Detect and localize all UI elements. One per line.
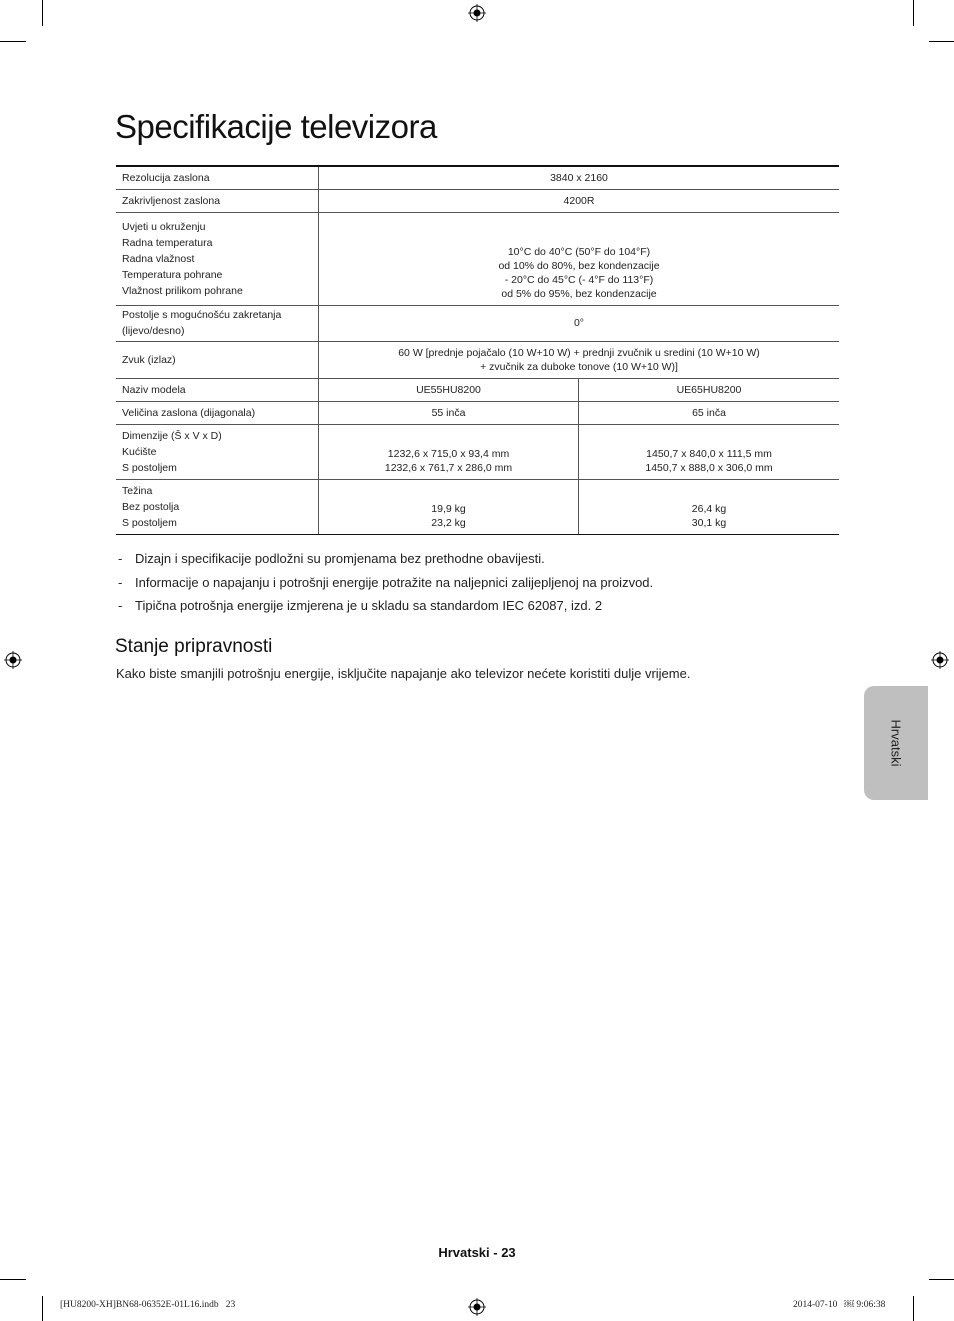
table-row — [116, 305, 839, 341]
bullet-dash: - — [118, 551, 123, 566]
spec-value: UE65HU8200 — [579, 378, 840, 401]
spec-value: 3840 x 2160 — [319, 166, 840, 189]
spec-label: Radna temperatura — [122, 236, 213, 249]
spec-label: (lijevo/desno) — [122, 325, 185, 337]
spec-label: Temperatura pohrane — [122, 268, 223, 281]
spec-label-group — [116, 212, 319, 305]
language-side-tab — [864, 686, 928, 800]
spec-label: Kućište — [122, 445, 157, 458]
registration-mark-icon — [468, 1298, 486, 1316]
spec-value: UE55HU8200 — [319, 378, 579, 401]
bullet-dash: - — [118, 598, 123, 613]
spec-value: 23,2 kg — [431, 516, 466, 529]
registration-mark-icon — [931, 651, 949, 669]
spec-value: 65 inča — [579, 401, 840, 424]
section-heading: Stanje pripravnosti — [115, 636, 273, 657]
page-number: Hrvatski - 23 — [438, 1245, 516, 1260]
crop-mark-top-left-horizontal — [0, 41, 26, 42]
table-row — [116, 341, 839, 378]
spec-value: 30,1 kg — [691, 516, 727, 529]
list-item — [116, 598, 653, 622]
spec-label: S postoljem — [122, 461, 177, 474]
spec-label: Dimenzije (Š x V x D) — [122, 429, 222, 442]
spec-label: Radna vlažnost — [122, 252, 195, 265]
spec-label: Rezolucija zaslona — [116, 166, 319, 189]
table-row — [116, 166, 839, 189]
list-item — [116, 551, 653, 575]
note-text: Dizajn i specifikacije podložni su promjenama bez prethodne obavijesti. — [135, 551, 545, 566]
spec-label: S postoljem — [122, 516, 177, 529]
spec-value: od 10% do 80%, bez kondenzacije — [498, 259, 660, 272]
spec-value-group — [319, 212, 840, 305]
spec-value: 55 inča — [319, 401, 579, 424]
spec-value-group — [319, 479, 579, 534]
spec-value: 0° — [319, 305, 840, 341]
spec-label: Postolje s mogućnošću zakretanja — [122, 309, 282, 321]
spec-label: Zakrivljenost zaslona — [116, 189, 319, 212]
spec-value: od 5% do 95%, bez kondenzacije — [501, 287, 657, 300]
print-footer-timestamp: 2014-07-10 ￼ 9:06:38 — [793, 1300, 886, 1310]
note-text: Informacije o napajanju i potrošnji energije potražite na naljepnici zalijepljenoj na proizvod. — [135, 574, 654, 590]
bullet-dash: - — [118, 574, 123, 590]
print-footer-file: [HU8200-XH]BN68-06352E-01L16.indb 23 — [60, 1300, 236, 1310]
spec-label-group — [116, 305, 319, 341]
spec-label: Zvuk (izlaz) — [116, 341, 319, 378]
spec-value: 1232,6 x 715,0 x 93,4 mm — [387, 447, 510, 460]
registration-mark-icon — [468, 4, 486, 22]
crop-mark-bottom-right-vertical — [913, 1296, 914, 1321]
registration-mark-icon — [4, 651, 22, 669]
spec-value-group — [319, 341, 840, 378]
spec-label: Težina — [122, 484, 153, 497]
notes-list — [116, 551, 653, 622]
spec-value: 10°C do 40°C (50°F do 104°F) — [507, 245, 651, 258]
spec-value: 1232,6 x 761,7 x 286,0 mm — [384, 461, 513, 474]
side-tab-label: Hrvatski — [888, 719, 904, 767]
table-row — [116, 479, 839, 534]
spec-value-group — [579, 424, 840, 479]
spec-label-group — [116, 479, 319, 534]
crop-mark-top-left-vertical — [42, 0, 43, 26]
crop-mark-top-right-vertical — [913, 0, 914, 26]
spec-label: Naziv modela — [116, 378, 319, 401]
table-row — [116, 401, 839, 424]
spec-value: - 20°C do 45°C (- 4°F do 113°F) — [504, 273, 654, 286]
spec-table — [116, 165, 839, 535]
note-text: Tipična potrošnja energije izmjerena je u skladu sa standardom IEC 62087, izd. 2 — [135, 598, 603, 613]
spec-value: 1450,7 x 840,0 x 111,5 mm — [646, 447, 772, 460]
spec-value: 26,4 kg — [691, 502, 727, 515]
table-row — [116, 212, 839, 305]
spec-label: Vlažnost prilikom pohrane — [122, 284, 243, 297]
spec-value: + zvučnik za duboke tonove (10 W+10 W)] — [480, 360, 678, 373]
table-row — [116, 424, 839, 479]
spec-value: 1450,7 x 888,0 x 306,0 mm — [645, 461, 773, 474]
page-title: Specifikacije televizora — [115, 108, 437, 145]
spec-value-group — [579, 479, 840, 534]
crop-mark-bottom-right-horizontal — [929, 1279, 954, 1280]
spec-value: 19,9 kg — [431, 502, 466, 515]
section-paragraph: Kako biste smanjili potrošnju energije, isključite napajanje ako televizor nećete koristiti dulje vrijeme. — [116, 666, 691, 681]
spec-label-group — [116, 424, 319, 479]
table-row — [116, 189, 839, 212]
crop-mark-bottom-left-vertical — [42, 1296, 43, 1321]
crop-mark-bottom-left-horizontal — [0, 1279, 26, 1280]
spec-value: 4200R — [319, 189, 840, 212]
spec-label: Bez postolja — [122, 500, 180, 513]
list-item — [116, 575, 653, 599]
crop-mark-top-right-horizontal — [929, 41, 954, 42]
spec-value-group — [319, 424, 579, 479]
spec-label: Uvjeti u okruženju — [122, 220, 206, 233]
table-row — [116, 378, 839, 401]
spec-label: Veličina zaslona (dijagonala) — [116, 401, 319, 424]
spec-value: 60 W [prednje pojačalo (10 W+10 W) + prednji zvučnik u sredini (10 W+10 W) — [398, 346, 760, 359]
